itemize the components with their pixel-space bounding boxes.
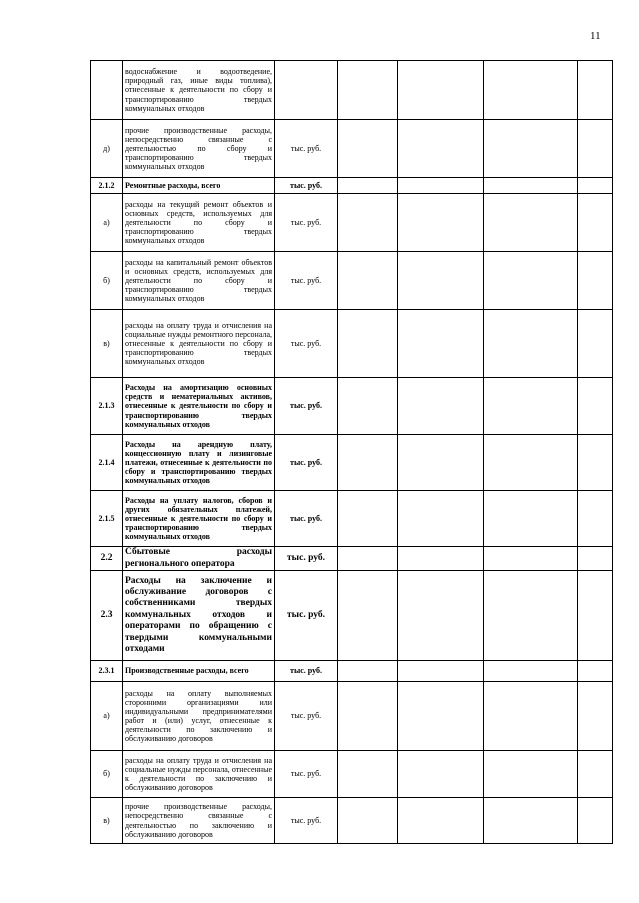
row-number-cell bbox=[91, 491, 123, 547]
page-number: 11 bbox=[590, 30, 601, 42]
value-cell-1 bbox=[338, 798, 398, 844]
table-row bbox=[91, 310, 613, 378]
value-cell-3 bbox=[484, 178, 578, 194]
value-cell-4 bbox=[578, 491, 613, 547]
row-unit-text: тыс. руб. bbox=[290, 457, 322, 467]
row-number-cell bbox=[91, 571, 123, 661]
table-row bbox=[91, 751, 613, 798]
value-cell-1 bbox=[338, 61, 398, 120]
row-number-cell bbox=[91, 751, 123, 798]
value-cell-1 bbox=[338, 435, 398, 491]
value-cell-4 bbox=[578, 120, 613, 178]
row-description-text: расходы на текущий ремонт объектов и основных средств, используемых для деятельности по сбору и транспортированию твердых коммунальных отходов bbox=[125, 199, 272, 246]
value-cell-1 bbox=[338, 120, 398, 178]
value-cell-1 bbox=[338, 661, 398, 682]
row-unit-cell bbox=[275, 547, 338, 571]
value-cell-2 bbox=[398, 751, 484, 798]
value-cell-1 bbox=[338, 491, 398, 547]
value-cell-1 bbox=[338, 310, 398, 378]
row-number-cell bbox=[91, 252, 123, 310]
row-description-text: Расходы на арендную плату, концессионную плату и лизинговые платежи, отнесенные к деятельности по сбору и транспортированию твердых коммунальных отходов bbox=[125, 439, 272, 486]
row-unit-text: тыс. руб. bbox=[290, 711, 322, 721]
row-description-cell bbox=[123, 491, 275, 547]
row-unit-cell bbox=[275, 491, 338, 547]
row-description-cell bbox=[123, 61, 275, 120]
row-unit-text: тыс. руб. bbox=[290, 513, 322, 523]
cost-table bbox=[90, 60, 613, 844]
row-number-text: д) bbox=[103, 143, 110, 153]
row-description-cell bbox=[123, 751, 275, 798]
row-unit-text: тыс. руб. bbox=[287, 609, 325, 620]
row-description-text: водоснабжение и водоотведение, природный газ, иные виды топлива), отнесенные к деятельности по сбору и транспортированию твердых коммунальных отходов bbox=[125, 67, 272, 113]
row-unit-cell bbox=[275, 310, 338, 378]
value-cell-1 bbox=[338, 547, 398, 571]
value-cell-4 bbox=[578, 378, 613, 435]
row-description-cell bbox=[123, 310, 275, 378]
row-unit-cell bbox=[275, 661, 338, 682]
value-cell-2 bbox=[398, 194, 484, 252]
row-description-text: прочие производственные расходы, непосредственно связанные с деятельностью по сбору и транспортированию твердых коммунальных отходов bbox=[125, 125, 272, 172]
value-cell-1 bbox=[338, 378, 398, 435]
value-cell-2 bbox=[398, 682, 484, 751]
row-number-cell bbox=[91, 310, 123, 378]
row-number-text: а) bbox=[103, 217, 110, 227]
value-cell-3 bbox=[484, 378, 578, 435]
value-cell-3 bbox=[484, 547, 578, 571]
value-cell-2 bbox=[398, 178, 484, 194]
value-cell-2 bbox=[398, 798, 484, 844]
row-unit-cell bbox=[275, 751, 338, 798]
row-number-cell bbox=[91, 61, 123, 120]
row-unit-text: тыс. руб. bbox=[290, 815, 322, 825]
row-number-cell bbox=[91, 435, 123, 491]
row-unit-text: тыс. руб. bbox=[290, 666, 322, 676]
table-row bbox=[91, 178, 613, 194]
row-description-cell bbox=[123, 682, 275, 751]
value-cell-3 bbox=[484, 435, 578, 491]
value-cell-1 bbox=[338, 571, 398, 661]
row-description-text: расходы на капитальный ремонт объектов и основных средств, используемых для деятельности по сбору и транспортированию твердых коммунальных отходов bbox=[125, 257, 272, 304]
value-cell-4 bbox=[578, 61, 613, 120]
table-row bbox=[91, 120, 613, 178]
row-description-text: Ремонтные расходы, всего bbox=[125, 180, 221, 190]
value-cell-4 bbox=[578, 435, 613, 491]
row-number-text: 2.1.3 bbox=[98, 401, 115, 411]
value-cell-4 bbox=[578, 798, 613, 844]
row-number-text: 2.1.5 bbox=[98, 513, 115, 523]
row-unit-text: тыс. руб. bbox=[290, 401, 322, 411]
row-number-cell bbox=[91, 378, 123, 435]
row-description-text: расходы на оплату труда и отчисления на социальные нужды персонала, отнесенные к деятельности по заключению и обслуживанию договоров bbox=[125, 755, 272, 793]
value-cell-3 bbox=[484, 120, 578, 178]
row-description-cell bbox=[123, 178, 275, 194]
row-unit-cell bbox=[275, 178, 338, 194]
row-number-cell bbox=[91, 547, 123, 571]
row-description-cell bbox=[123, 435, 275, 491]
row-unit-text: тыс. руб. bbox=[290, 275, 322, 285]
value-cell-2 bbox=[398, 252, 484, 310]
row-unit-text: тыс. руб. bbox=[290, 769, 322, 779]
value-cell-2 bbox=[398, 61, 484, 120]
row-description-cell bbox=[123, 194, 275, 252]
value-cell-4 bbox=[578, 194, 613, 252]
row-description-cell bbox=[123, 547, 275, 571]
table-row bbox=[91, 252, 613, 310]
cost-table-body bbox=[91, 61, 613, 844]
value-cell-3 bbox=[484, 751, 578, 798]
row-number-cell bbox=[91, 798, 123, 844]
row-description-cell bbox=[123, 798, 275, 844]
value-cell-4 bbox=[578, 178, 613, 194]
row-unit-cell bbox=[275, 435, 338, 491]
value-cell-1 bbox=[338, 682, 398, 751]
value-cell-1 bbox=[338, 194, 398, 252]
value-cell-2 bbox=[398, 435, 484, 491]
table-row bbox=[91, 378, 613, 435]
row-number-text: 2.1.4 bbox=[98, 457, 115, 467]
row-number-text: в) bbox=[103, 815, 110, 825]
row-description-text: Расходы на заключение и обслуживание договоров с собственниками твердых коммунальных отходов и операторами по обращению с твердыми коммунальными отходами bbox=[125, 575, 272, 654]
value-cell-2 bbox=[398, 310, 484, 378]
row-unit-cell bbox=[275, 571, 338, 661]
row-number-text: б) bbox=[103, 769, 110, 779]
value-cell-3 bbox=[484, 571, 578, 661]
table-row bbox=[91, 435, 613, 491]
value-cell-3 bbox=[484, 61, 578, 120]
row-unit-text: тыс. руб. bbox=[290, 217, 322, 227]
row-unit-text: тыс. руб. bbox=[290, 338, 322, 348]
table-row bbox=[91, 798, 613, 844]
row-number-text: 2.3 bbox=[100, 609, 113, 620]
value-cell-3 bbox=[484, 491, 578, 547]
row-unit-cell bbox=[275, 798, 338, 844]
value-cell-2 bbox=[398, 120, 484, 178]
row-number-text: в) bbox=[103, 338, 110, 348]
row-description-cell bbox=[123, 120, 275, 178]
row-description-cell bbox=[123, 661, 275, 682]
row-number-cell bbox=[91, 682, 123, 751]
value-cell-1 bbox=[338, 178, 398, 194]
value-cell-2 bbox=[398, 571, 484, 661]
value-cell-1 bbox=[338, 252, 398, 310]
value-cell-2 bbox=[398, 491, 484, 547]
value-cell-2 bbox=[398, 378, 484, 435]
row-number-text: 2.3.1 bbox=[98, 666, 115, 676]
value-cell-4 bbox=[578, 682, 613, 751]
row-number-cell bbox=[91, 194, 123, 252]
row-description-text: Расходы на уплату налогов, сборов и других обязательных платежей, отнесенные к деятельности по сбору и транспортированию твердых коммунальных отходов bbox=[125, 495, 272, 542]
row-unit-cell bbox=[275, 120, 338, 178]
value-cell-4 bbox=[578, 310, 613, 378]
table-row bbox=[91, 194, 613, 252]
row-unit-cell bbox=[275, 682, 338, 751]
value-cell-4 bbox=[578, 751, 613, 798]
row-description-cell bbox=[123, 252, 275, 310]
table-row bbox=[91, 61, 613, 120]
row-unit-text: тыс. руб. bbox=[290, 180, 322, 190]
row-description-text: Сбытовые расходы регионального оператора bbox=[125, 547, 272, 569]
row-unit-cell bbox=[275, 61, 338, 120]
value-cell-3 bbox=[484, 194, 578, 252]
value-cell-2 bbox=[398, 661, 484, 682]
row-description-text: Расходы на амортизацию основных средств и нематериальных активов, отнесенные к деятельности по сбору и транспортированию твердых коммунальных отходов bbox=[125, 383, 272, 429]
row-description-cell bbox=[123, 571, 275, 661]
value-cell-3 bbox=[484, 252, 578, 310]
row-unit-cell bbox=[275, 252, 338, 310]
value-cell-1 bbox=[338, 751, 398, 798]
value-cell-3 bbox=[484, 661, 578, 682]
row-description-text: расходы на оплату выполняемых сторонними организациями или индивидуальными предпринимателями работ и (или) услуг, отнесенные к деятельности по заключению и обслуживанию договоров bbox=[125, 688, 272, 744]
table-row bbox=[91, 547, 613, 571]
row-description-cell bbox=[123, 378, 275, 435]
row-unit-text: тыс. руб. bbox=[290, 143, 322, 153]
row-unit-cell bbox=[275, 378, 338, 435]
value-cell-3 bbox=[484, 682, 578, 751]
row-number-text: 2.1.2 bbox=[98, 180, 115, 190]
row-unit-text: тыс. руб. bbox=[287, 552, 325, 563]
row-number-text: 2.2 bbox=[100, 552, 113, 563]
value-cell-4 bbox=[578, 661, 613, 682]
row-number-cell bbox=[91, 120, 123, 178]
row-number-cell bbox=[91, 661, 123, 682]
row-description-text: прочие производственные расходы, непосредственно связанные с деятельностью по заключению и обслуживанию договоров bbox=[125, 802, 272, 839]
table-row bbox=[91, 491, 613, 547]
row-number-text: а) bbox=[103, 711, 110, 721]
table-row bbox=[91, 682, 613, 751]
value-cell-4 bbox=[578, 252, 613, 310]
table-row bbox=[91, 661, 613, 682]
value-cell-3 bbox=[484, 798, 578, 844]
value-cell-4 bbox=[578, 547, 613, 571]
row-unit-cell bbox=[275, 194, 338, 252]
row-description-text: расходы на оплату труда и отчисления на социальные нужды ремонтного персонала, отнесенные к деятельности по сбору и транспортированию твердых коммунальных отходов bbox=[125, 320, 272, 367]
table-row bbox=[91, 571, 613, 661]
row-number-cell bbox=[91, 178, 123, 194]
value-cell-4 bbox=[578, 571, 613, 661]
value-cell-2 bbox=[398, 547, 484, 571]
row-description-text: Производственные расходы, всего bbox=[125, 666, 249, 676]
row-number-text: б) bbox=[103, 275, 110, 285]
value-cell-3 bbox=[484, 310, 578, 378]
